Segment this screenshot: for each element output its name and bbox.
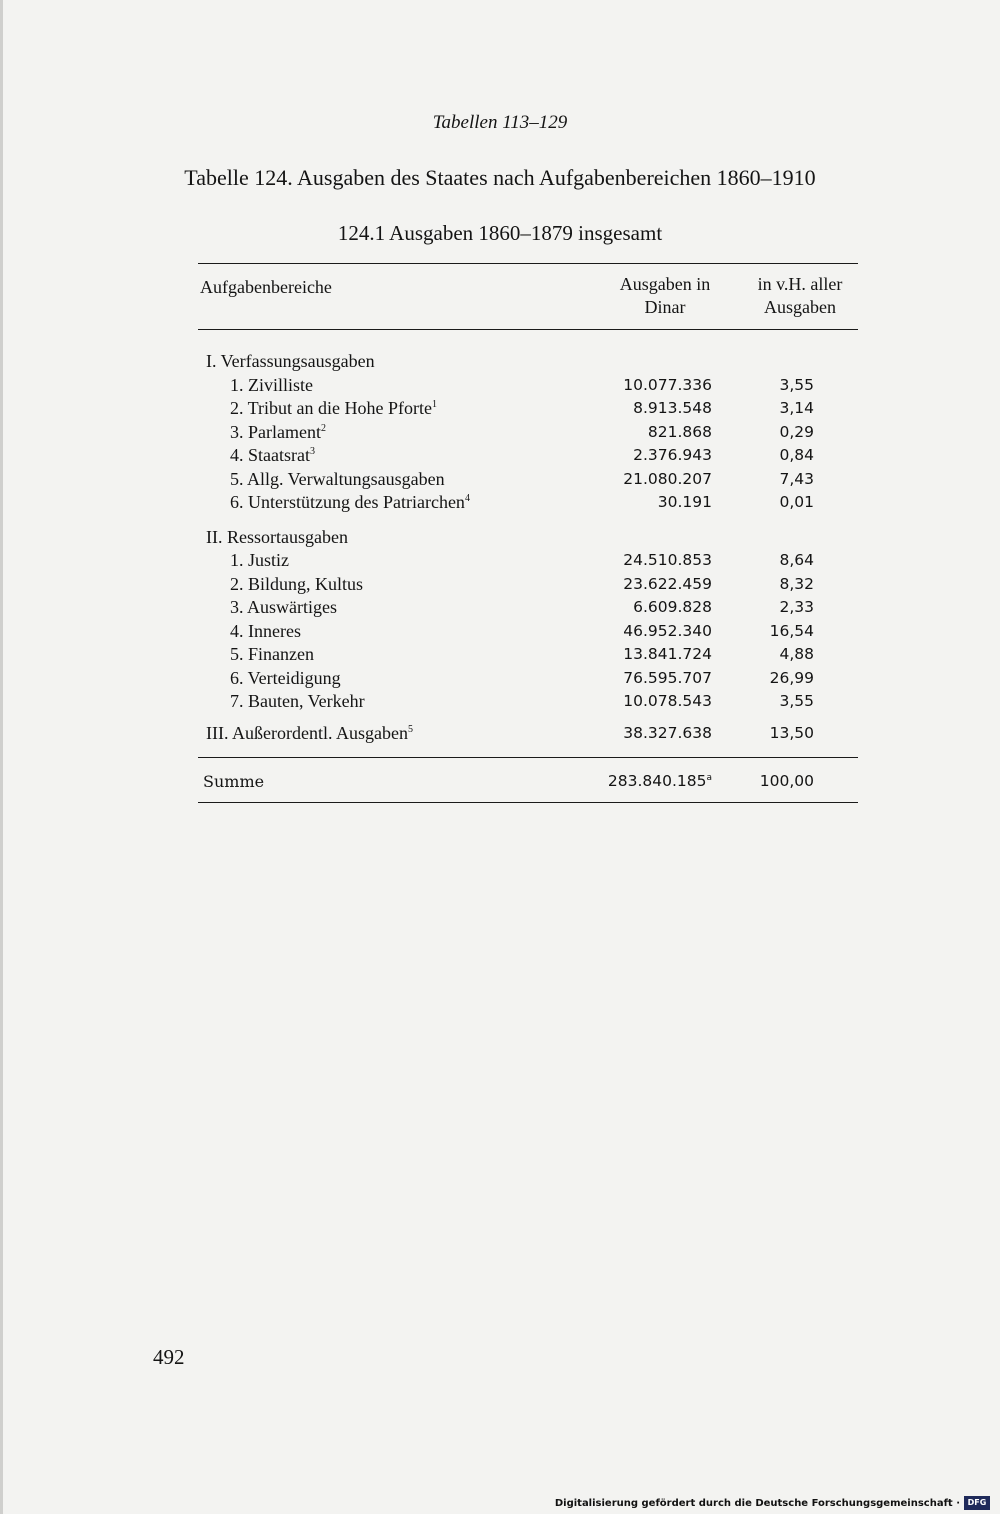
amount-cell: 21.080.207 [623,470,712,488]
table-title: Tabelle 124. Ausgaben des Staates nach Aufgabenbereichen 1860–1910 [184,165,816,190]
table-row [0,643,1000,666]
total-top-rule [198,757,858,758]
column-header-amount [590,273,740,319]
percent-cell: 7,43 [779,470,814,488]
row-label-text: 5. Allg. Verwaltungsausgaben [230,469,445,489]
amount-cell: 24.510.853 [623,551,712,569]
amount-cell: 2.376.943 [633,446,712,464]
table-row [0,722,1000,745]
column-header-amount-line1: Ausgaben in [619,274,711,294]
row-label-text: 4. Inneres [230,621,301,641]
table-row [0,491,1000,514]
section-label [206,350,375,373]
digitization-credit: Digitalisierung gefördert durch die Deutsche Forschungsgemeinschaft · [554,1498,960,1509]
percent-cell: 0,84 [779,446,814,464]
column-header-amount-line2: Dinar [644,297,686,317]
item-label [230,397,437,420]
row-label-text: III. Außerordentl. Ausgaben [206,723,408,743]
table-row [0,549,1000,572]
percent-cell: 3,14 [779,399,814,417]
amount-cell: 6.609.828 [633,598,712,616]
running-header: Tabellen 113–129 [432,112,568,133]
item-label [230,596,337,619]
row-label-text: 3. Parlament [230,422,321,442]
section-label [206,722,413,745]
column-header-area: Aufgabenbereiche [200,277,332,297]
item-label [230,421,326,444]
percent-cell: 4,88 [779,645,814,663]
amount-cell: 821.868 [647,423,712,441]
row-label-text: 5. Finanzen [230,644,314,664]
item-label [230,690,365,713]
percent-cell: 8,32 [779,575,814,593]
total-row [0,770,1000,793]
amount-cell: 23.622.459 [623,575,712,593]
item-label [230,549,289,572]
percent-cell: 3,55 [779,376,814,394]
percent-cell: 0,29 [779,423,814,441]
item-label [230,491,470,514]
footnote-mark: 1 [432,399,437,410]
table-bottom-rule [198,802,858,803]
table-row [0,374,1000,397]
total-label: Summe [203,772,265,791]
amount-cell: 46.952.340 [623,622,712,640]
amount-cell: 10.077.336 [623,376,712,394]
column-header-percent-line1: in v.H. aller [757,274,843,294]
footnote-mark: 2 [320,423,326,434]
row-label-text: 2. Tribut an die Hohe Pforte [230,398,432,418]
item-label [230,468,445,491]
percent-cell: 0,01 [779,493,814,511]
total-amount-value: 283.840.185 [607,772,707,790]
row-label-text: 6. Verteidigung [230,668,341,688]
amount-cell: 13.841.724 [623,645,712,663]
amount-cell: 8.913.548 [633,399,712,417]
footnote-mark: 4 [464,493,470,504]
total-percent: 100,00 [759,772,814,790]
table-row [0,350,1000,373]
amount-cell: 30.191 [657,493,712,511]
item-label [230,643,314,666]
total-amount [608,770,712,793]
amount-cell: 10.078.543 [623,692,712,710]
column-header-percent-line2: Ausgaben [764,297,836,317]
dfg-logo: DFG [964,1496,990,1510]
row-label-text: 2. Bildung, Kultus [230,574,364,594]
table-row [0,444,1000,467]
percent-cell: 3,55 [779,692,814,710]
row-label-text: 7. Bauten, Verkehr [230,691,365,711]
table-row [0,620,1000,643]
amount-cell: 76.595.707 [623,669,712,687]
table-row [0,573,1000,596]
table-row [0,690,1000,713]
percent-cell: 13,50 [769,724,814,742]
item-label [230,374,313,397]
header-bottom-rule [198,329,858,330]
table-subtitle: 124.1 Ausgaben 1860–1879 insgesamt [337,221,663,245]
table-row [0,421,1000,444]
row-label-text: 1. Zivilliste [230,375,313,395]
item-label [230,620,301,643]
percent-cell: 26,99 [769,669,814,687]
table-row [0,596,1000,619]
percent-cell: 2,33 [779,598,814,616]
total-footnote-mark: a [706,773,712,783]
page-number: 492 [153,1345,185,1369]
section-label [206,526,348,549]
row-label-text: 4. Staatsrat [230,445,310,465]
column-header-percent [742,273,858,319]
row-label-text: 1. Justiz [230,550,290,570]
table-top-rule [198,263,858,264]
row-label-text: I. Verfassungsausgaben [206,351,375,371]
table-row [0,667,1000,690]
row-label-text: 3. Auswärtiges [230,597,337,617]
amount-cell: 38.327.638 [623,724,712,742]
table-row [0,468,1000,491]
item-label [230,573,363,596]
table-row [0,397,1000,420]
row-label-text: II. Ressortausgaben [206,527,348,547]
item-label [230,444,315,467]
percent-cell: 16,54 [769,622,814,640]
table-row [0,526,1000,549]
footnote-mark: 3 [309,446,315,457]
percent-cell: 8,64 [779,551,814,569]
row-label-text: 6. Unterstützung des Patriarchen [230,492,465,512]
footnote-mark: 5 [407,724,413,735]
item-label [230,667,341,690]
